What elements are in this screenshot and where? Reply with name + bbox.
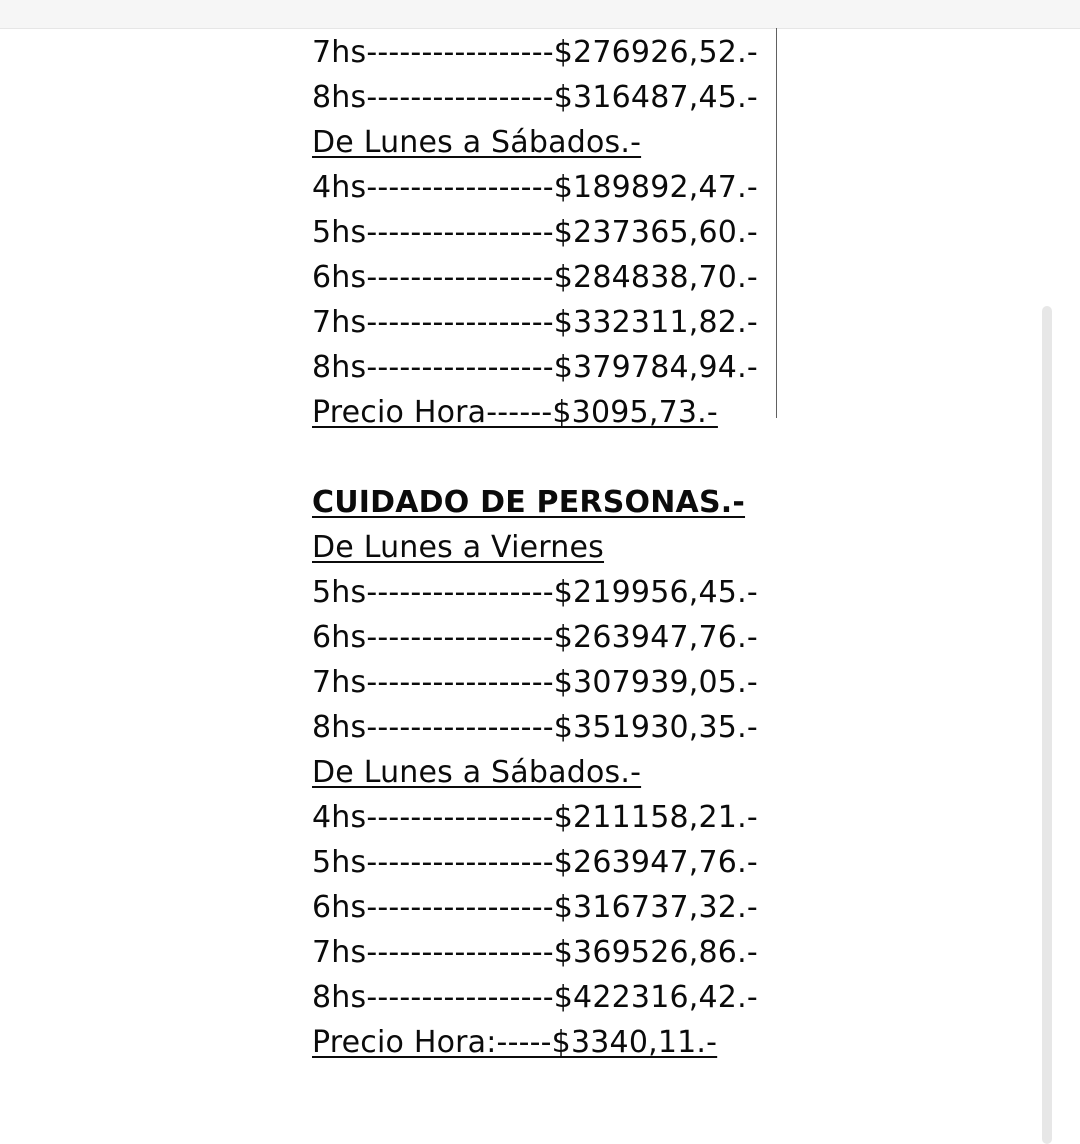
price-row: 7hs-----------------$276926,52.- [312, 35, 758, 70]
price-row: 4hs-----------------$211158,21.- [312, 800, 758, 835]
price-row: 5hs-----------------$263947,76.- [312, 845, 758, 880]
section-heading-mon-sat: De Lunes a Sábados.- [312, 125, 642, 160]
price-row: 8hs-----------------$379784,94.- [312, 350, 758, 385]
hour-price: Precio Hora------$3095,73.- [312, 395, 718, 430]
section-title: CUIDADO DE PERSONAS.- [312, 485, 746, 520]
price-row: 8hs-----------------$351930,35.- [312, 710, 758, 745]
section-gap [312, 435, 782, 480]
section-heading-mon-sat: De Lunes a Sábados.- [312, 755, 642, 790]
section-heading-mon-fri: De Lunes a Viernes [312, 530, 605, 565]
viewer-top-bar [0, 0, 1080, 29]
price-row: 8hs-----------------$422316,42.- [312, 980, 758, 1015]
price-row: 4hs-----------------$189892,47.- [312, 170, 758, 205]
price-row: 8hs-----------------$316487,45.- [312, 80, 758, 115]
hour-price: Precio Hora:-----$3340,11.- [312, 1025, 718, 1060]
price-row: 5hs-----------------$219956,45.- [312, 575, 758, 610]
price-row: 7hs-----------------$307939,05.- [312, 665, 758, 700]
price-row: 6hs-----------------$316737,32.- [312, 890, 758, 925]
vertical-scrollbar[interactable] [1042, 306, 1052, 1144]
price-row: 5hs-----------------$237365,60.- [312, 215, 758, 250]
price-row: 6hs-----------------$263947,76.- [312, 620, 758, 655]
price-row: 7hs-----------------$332311,82.- [312, 305, 758, 340]
price-row: 6hs-----------------$284838,70.- [312, 260, 758, 295]
price-row: 7hs-----------------$369526,86.- [312, 935, 758, 970]
price-list-document [312, 30, 782, 1065]
